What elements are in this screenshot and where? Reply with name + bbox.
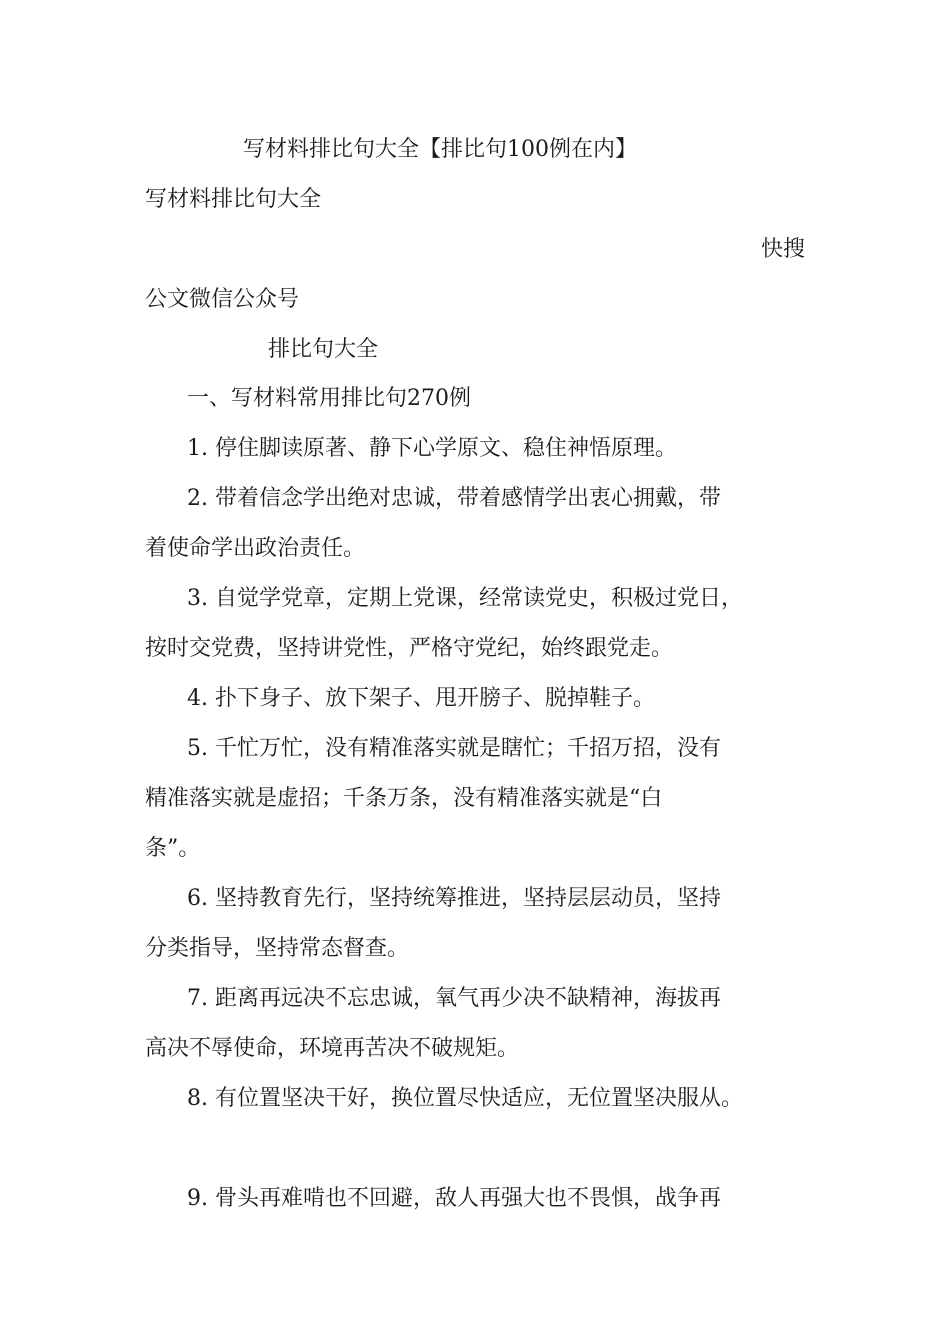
list-item-line: 3. 自觉学党章，定期上党课，经常读党史，积极过党日，: [187, 586, 743, 611]
list-item-line: 1. 停住脚读原著、静下心学原文、稳住神悟原理。: [187, 436, 677, 461]
section-one-heading: 一、写材料常用排比句270例: [187, 386, 471, 411]
source-right: 快搜: [760, 237, 805, 262]
list-item-line: 4. 扑下身子、放下架子、甩开膀子、脱掉鞋子。: [187, 686, 655, 711]
list-item-line: 5. 千忙万忙，没有精准落实就是瞎忙；千招万招，没有: [187, 736, 721, 761]
list-item-line: 8. 有位置坚决干好，换位置尽快适应，无位置坚决服从。: [187, 1086, 743, 1111]
list-item-line: 分类指导，坚持常态督查。: [145, 936, 410, 961]
document-subtitle: 写材料排比句大全: [145, 187, 322, 212]
list-item-line: 精准落实就是虚招；千条万条，没有精准落实就是“白: [145, 786, 663, 811]
list-item-line: 条”。: [145, 836, 201, 861]
document-title: 写材料排比句大全【排比句100例在内】: [243, 137, 637, 162]
source-left: 公文微信公众号: [145, 287, 300, 312]
list-item-line: 9. 骨头再难啃也不回避，敌人再强大也不畏惧，战争再: [187, 1186, 721, 1211]
list-item-line: 着使命学出政治责任。: [145, 536, 366, 561]
section-heading: 排比句大全: [268, 337, 379, 362]
list-item-line: 2. 带着信念学出绝对忠诚，带着感情学出衷心拥戴，带: [187, 486, 721, 511]
list-item-line: 6. 坚持教育先行，坚持统筹推进，坚持层层动员，坚持: [187, 886, 721, 911]
list-item-line: 高决不辱使命，环境再苦决不破规矩。: [145, 1036, 520, 1061]
list-item-line: 7. 距离再远决不忘忠诚，氧气再少决不缺精神，海拔再: [187, 986, 721, 1011]
list-item-line: 按时交党费，坚持讲党性，严格守党纪，始终跟党走。: [145, 636, 674, 661]
